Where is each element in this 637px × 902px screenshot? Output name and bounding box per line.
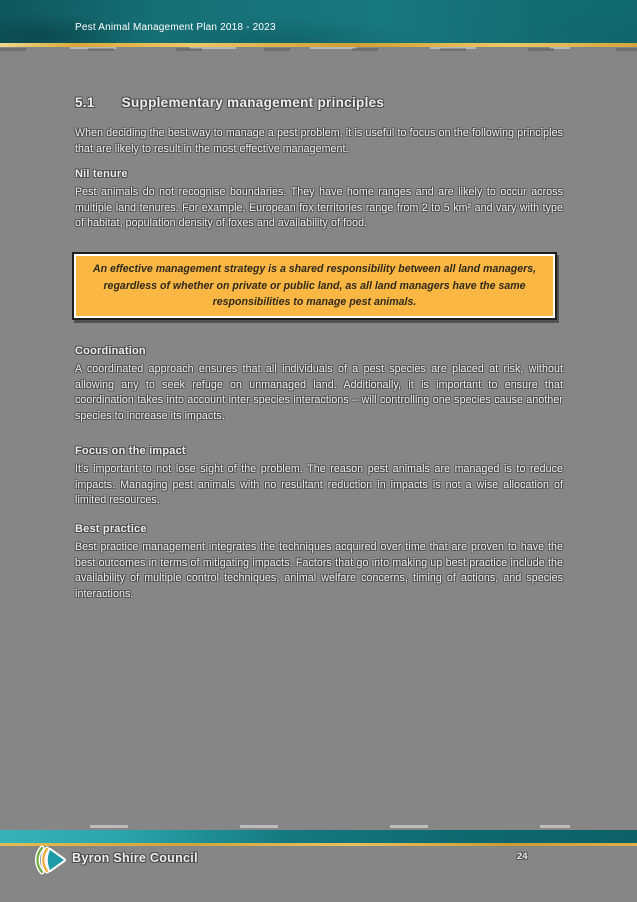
subheading-best-practice: Best practice — [75, 523, 147, 535]
section-number: 5.1 — [75, 95, 95, 110]
scan-artifact-dark — [0, 48, 637, 51]
page-number: 24 — [517, 851, 528, 862]
paragraph-nil-tenure: Pest animals do not recognise boundaries. They have home ranges and are likely to occur across multiple land tenures. For example, European fox territories range from 2 to 5 km² and vary with type of habitat, population density of foxes and availability of food. — [75, 186, 563, 230]
paragraph-focus-on-the-impact: It's important to not lose sight of the problem. The reason pest animals are managed is to reduce impacts. Managing pest animals with no resultant reduction in impacts is not a wise allocation of limited resources. — [75, 463, 563, 507]
callout-text: An effective management strategy is a shared responsibility between all land managers, regardless of whether on private or public land, as all land managers have the same responsibilities to manage pest animals. — [92, 263, 537, 309]
subheading-coordination: Coordination — [75, 345, 146, 357]
scan-artifact-footer — [90, 825, 570, 828]
intro-paragraph: When deciding the best way to manage a pest problem, it is useful to focus on the following principles that are likely to result in the most effective management. — [75, 127, 563, 155]
footer-gold-rule — [0, 843, 637, 846]
subheading-focus-on-the-impact: Focus on the impact — [75, 445, 186, 457]
subheading-nil-tenure: Nil tenure — [75, 168, 128, 180]
header-title: Pest Animal Management Plan 2018 - 2023 — [75, 22, 276, 33]
section-heading — [75, 95, 563, 110]
council-logo-icon — [33, 845, 67, 875]
paragraph-coordination: A coordinated approach ensures that all individuals of a pest species are placed at risk, without allowing any to seek refuge on unmanaged land. Additionally, it is important to ensure that coordination takes into account inter-species interactions – will controlling one species cause another species to increase its impacts. — [75, 363, 563, 422]
callout-box — [72, 252, 557, 320]
footer-org-name: Byron Shire Council — [72, 851, 198, 865]
section-title: Supplementary management principles — [121, 95, 385, 110]
header-band — [0, 0, 637, 43]
footer-band — [0, 830, 637, 843]
paragraph-best-practice: Best practice management integrates the techniques acquired over time that are proven to have the best outcomes in terms of mitigating impacts. Factors that go into making up best practice include the availability of multiple control techniques, animal welfare concerns, timing of actions, and species interactions. — [75, 541, 563, 600]
